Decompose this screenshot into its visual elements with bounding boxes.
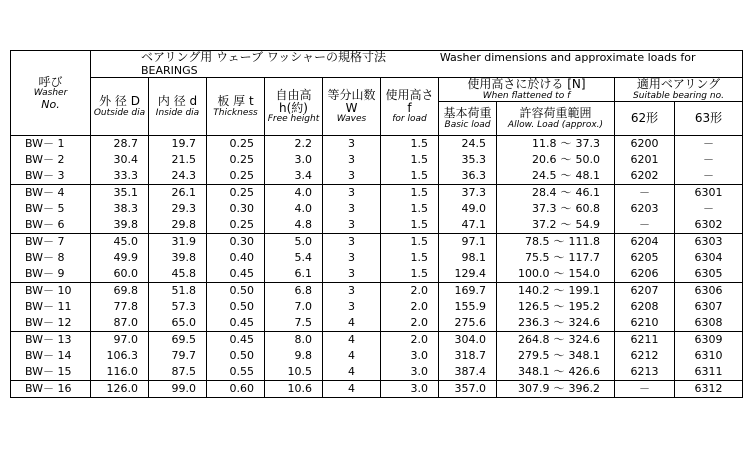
basic-load-cell: 129.4 <box>439 266 497 283</box>
range-tilde: ～ <box>553 284 565 298</box>
thickness-cell: 0.25 <box>207 136 265 153</box>
basic-load-cell: 169.7 <box>439 283 497 300</box>
designation-en: Washer <box>33 87 68 98</box>
free-height-cell: 3.0 <box>265 152 323 168</box>
free-height-cell: 8.0 <box>265 332 323 349</box>
waves-cell: 4 <box>323 315 381 332</box>
bearing-62-cell: 6207 <box>615 283 675 300</box>
basic-load-cell: 49.0 <box>439 201 497 217</box>
table-row <box>11 381 743 398</box>
range-tilde: ～ <box>560 186 572 200</box>
bearing-63-cell: 6309 <box>675 332 743 349</box>
basic-load-cell: 35.3 <box>439 152 497 168</box>
table-title <box>91 51 743 78</box>
range-tilde: ～ <box>553 267 565 281</box>
outside-dia-cell: 39.8 <box>91 217 149 234</box>
bearing-62-cell: － <box>615 381 675 398</box>
allow-load-cell <box>497 234 615 251</box>
allow-load-min: 307.9 <box>518 382 550 396</box>
basic-load-cell: 155.9 <box>439 299 497 315</box>
free-height-cell: 2.2 <box>265 136 323 153</box>
thickness-en: Thickness <box>213 107 258 118</box>
bearing-62-cell: 6205 <box>615 250 675 266</box>
washer-no-cell: BW－ 16 <box>11 381 91 398</box>
range-tilde: ～ <box>553 235 565 249</box>
outside-dia-cell: 97.0 <box>91 332 149 349</box>
free-height-en: Free height <box>267 114 320 125</box>
waves-cell: 4 <box>323 364 381 381</box>
bearing-63-cell: － <box>675 152 743 168</box>
waves-jp: 等分山数 <box>327 87 376 102</box>
waves-cell: 4 <box>323 348 381 364</box>
use-height-jp: 使用高さ <box>385 87 434 102</box>
range-tilde: ～ <box>553 382 565 396</box>
allow-load-cell <box>497 250 615 266</box>
allow-load-cell <box>497 217 615 234</box>
allow-load-min: 100.0 <box>518 267 550 281</box>
thickness-cell: 0.25 <box>207 217 265 234</box>
free-height-header <box>265 78 323 136</box>
allow-load-min: 37.3 <box>532 202 557 216</box>
basic-load-cell: 24.5 <box>439 136 497 153</box>
inside-dia-cell: 99.0 <box>149 381 207 398</box>
waves-cell: 4 <box>323 381 381 398</box>
basic-load-cell: 304.0 <box>439 332 497 349</box>
bearing-62-cell: 6202 <box>615 168 675 185</box>
inside-dia-cell: 31.9 <box>149 234 207 251</box>
waves-jp2: W <box>345 100 358 115</box>
outside-dia-cell: 35.1 <box>91 185 149 202</box>
range-tilde: ～ <box>553 316 565 330</box>
bearing-62-cell: 6210 <box>615 315 675 332</box>
inside-dia-cell: 87.5 <box>149 364 207 381</box>
allow-load-min: 126.5 <box>518 300 550 314</box>
allow-load-header <box>497 102 615 136</box>
bearing-63-cell: 6302 <box>675 217 743 234</box>
allow-load-min: 37.2 <box>532 218 557 232</box>
table-row <box>11 283 743 300</box>
thickness-jp: 板 厚 t <box>217 94 254 109</box>
outside-dia-cell: 33.3 <box>91 168 149 185</box>
outside-dia-cell: 77.8 <box>91 299 149 315</box>
allow-load-min: 24.5 <box>532 169 557 183</box>
load-group-header <box>439 78 615 102</box>
use-height-cell: 2.0 <box>381 299 439 315</box>
title-en: Washer dimensions and approximate loads for BEARINGS <box>141 51 696 78</box>
outside-dia-cell: 60.0 <box>91 266 149 283</box>
table-row <box>11 250 743 266</box>
outside-en: Outside dia <box>93 107 146 118</box>
bearing-63-cell: 6311 <box>675 364 743 381</box>
washer-no-cell: BW－ 14 <box>11 348 91 364</box>
washer-no-cell: BW－ 6 <box>11 217 91 234</box>
allow-load-jp: 許容荷重範囲 <box>519 106 592 121</box>
free-height-cell: 5.4 <box>265 250 323 266</box>
range-tilde: ～ <box>553 365 565 379</box>
table-row <box>11 315 743 332</box>
waves-cell: 3 <box>323 283 381 300</box>
range-tilde: ～ <box>560 202 572 216</box>
bearing-62-cell: 6204 <box>615 234 675 251</box>
table-row <box>11 152 743 168</box>
waves-cell: 3 <box>323 266 381 283</box>
waves-cell: 4 <box>323 332 381 349</box>
washer-spec-table <box>10 50 743 398</box>
thickness-cell: 0.50 <box>207 299 265 315</box>
basic-load-cell: 37.3 <box>439 185 497 202</box>
use-height-cell: 1.5 <box>381 201 439 217</box>
outside-dia-cell: 28.7 <box>91 136 149 153</box>
free-height-cell: 9.8 <box>265 348 323 364</box>
outside-dia-cell: 49.9 <box>91 250 149 266</box>
bearing-63-cell: 6306 <box>675 283 743 300</box>
table-row <box>11 234 743 251</box>
allow-load-max: 348.1 <box>568 349 600 363</box>
free-height-cell: 7.5 <box>265 315 323 332</box>
allow-load-min: 28.4 <box>532 186 557 200</box>
allow-load-min: 20.6 <box>532 153 557 167</box>
table-row <box>11 332 743 349</box>
use-height-cell: 1.5 <box>381 168 439 185</box>
free-height-cell: 4.0 <box>265 201 323 217</box>
waves-cell: 3 <box>323 185 381 202</box>
allow-load-cell <box>497 168 615 185</box>
washer-no-cell: BW－ 10 <box>11 283 91 300</box>
thickness-cell: 0.30 <box>207 234 265 251</box>
thickness-cell: 0.55 <box>207 364 265 381</box>
allow-load-min: 75.5 <box>525 251 550 265</box>
outside-dia-cell: 116.0 <box>91 364 149 381</box>
bearing-62-cell: － <box>615 185 675 202</box>
range-tilde: ～ <box>560 137 572 151</box>
allow-load-max: 324.6 <box>568 316 600 330</box>
allow-load-cell <box>497 136 615 153</box>
allow-load-min: 78.5 <box>525 235 550 249</box>
inside-dia-cell: 65.0 <box>149 315 207 332</box>
range-tilde: ～ <box>553 333 565 347</box>
inside-jp: 内 径 d <box>157 94 198 109</box>
free-height-cell: 6.8 <box>265 283 323 300</box>
allow-load-cell <box>497 201 615 217</box>
outside-dia-cell: 106.3 <box>91 348 149 364</box>
outside-dia-cell: 69.8 <box>91 283 149 300</box>
free-height-cell: 6.1 <box>265 266 323 283</box>
bearing-63-cell: － <box>675 201 743 217</box>
basic-load-cell: 98.1 <box>439 250 497 266</box>
washer-no-cell: BW－ 5 <box>11 201 91 217</box>
basic-load-cell: 97.1 <box>439 234 497 251</box>
bearing-62-cell: 6206 <box>615 266 675 283</box>
load-group-en: When flattened to f <box>482 90 571 101</box>
table-body <box>11 136 743 398</box>
bearing-63-cell: 6301 <box>675 185 743 202</box>
waves-cell: 3 <box>323 152 381 168</box>
table-row <box>11 168 743 185</box>
inside-header <box>149 78 207 136</box>
basic-load-en: Basic load <box>444 119 491 130</box>
inside-en: Inside dia <box>155 107 200 118</box>
outside-header <box>91 78 149 136</box>
use-height-cell: 2.0 <box>381 315 439 332</box>
use-height-cell: 3.0 <box>381 348 439 364</box>
free-height-cell: 3.4 <box>265 168 323 185</box>
table-row <box>11 364 743 381</box>
inside-dia-cell: 29.8 <box>149 217 207 234</box>
outside-dia-cell: 30.4 <box>91 152 149 168</box>
table-row <box>11 299 743 315</box>
allow-load-cell <box>497 364 615 381</box>
use-height-en: for load <box>392 114 427 125</box>
bearing-62-cell: － <box>615 217 675 234</box>
use-height-cell: 2.0 <box>381 283 439 300</box>
thickness-cell: 0.45 <box>207 266 265 283</box>
waves-en: Waves <box>336 114 367 125</box>
allow-load-max: 199.1 <box>568 284 600 298</box>
allow-load-max: 60.8 <box>575 202 600 216</box>
allow-load-max: 426.6 <box>568 365 600 379</box>
inside-dia-cell: 51.8 <box>149 283 207 300</box>
range-tilde: ～ <box>560 218 572 232</box>
washer-no-cell: BW－ 4 <box>11 185 91 202</box>
designation-no: No. <box>41 97 60 111</box>
table-row <box>11 266 743 283</box>
allow-load-max: 54.9 <box>575 218 600 232</box>
use-height-cell: 1.5 <box>381 250 439 266</box>
bearing-63-cell: 6305 <box>675 266 743 283</box>
bearing-62-cell: 6203 <box>615 201 675 217</box>
allow-load-max: 50.0 <box>575 153 600 167</box>
thickness-cell: 0.45 <box>207 315 265 332</box>
allow-load-cell <box>497 283 615 300</box>
inside-dia-cell: 26.1 <box>149 185 207 202</box>
bearing-62-cell: 6212 <box>615 348 675 364</box>
bearing-63-cell: 6308 <box>675 315 743 332</box>
inside-dia-cell: 21.5 <box>149 152 207 168</box>
bearing-63-cell: 6304 <box>675 250 743 266</box>
inside-dia-cell: 39.8 <box>149 250 207 266</box>
outside-dia-cell: 87.0 <box>91 315 149 332</box>
waves-cell: 3 <box>323 217 381 234</box>
basic-load-cell: 318.7 <box>439 348 497 364</box>
outside-jp: 外 径 D <box>99 94 140 109</box>
allow-load-max: 324.6 <box>568 333 600 347</box>
free-height-cell: 10.6 <box>265 381 323 398</box>
allow-load-cell <box>497 185 615 202</box>
allow-load-max: 37.3 <box>575 137 600 151</box>
use-height-cell: 1.5 <box>381 185 439 202</box>
washer-no-cell: BW－ 1 <box>11 136 91 153</box>
bearing-63-cell: 6303 <box>675 234 743 251</box>
washer-no-cell: BW－ 9 <box>11 266 91 283</box>
free-height-cell: 4.0 <box>265 185 323 202</box>
free-height-cell: 10.5 <box>265 364 323 381</box>
inside-dia-cell: 79.7 <box>149 348 207 364</box>
range-tilde: ～ <box>560 153 572 167</box>
thickness-cell: 0.60 <box>207 381 265 398</box>
bearing-group-en: Suitable bearing no. <box>633 90 724 101</box>
range-tilde: ～ <box>560 169 572 183</box>
washer-no-cell: BW－ 8 <box>11 250 91 266</box>
basic-load-header <box>439 102 497 136</box>
bearing-63-cell: 6310 <box>675 348 743 364</box>
free-height-cell: 5.0 <box>265 234 323 251</box>
thickness-cell: 0.45 <box>207 332 265 349</box>
bearing-62-cell: 6213 <box>615 364 675 381</box>
allow-load-max: 111.8 <box>568 235 600 249</box>
basic-load-cell: 357.0 <box>439 381 497 398</box>
allow-load-max: 117.7 <box>568 251 600 265</box>
allow-load-min: 236.3 <box>518 316 550 330</box>
bearing-62-cell: 6200 <box>615 136 675 153</box>
allow-load-cell <box>497 266 615 283</box>
thickness-cell: 0.50 <box>207 283 265 300</box>
use-height-cell: 1.5 <box>381 152 439 168</box>
bearing-62-cell: 6208 <box>615 299 675 315</box>
designation-jp: 呼び <box>38 74 63 89</box>
range-tilde: ～ <box>553 349 565 363</box>
use-height-cell: 2.0 <box>381 332 439 349</box>
waves-cell: 3 <box>323 136 381 153</box>
outside-dia-cell: 45.0 <box>91 234 149 251</box>
use-height-header <box>381 78 439 136</box>
waves-cell: 3 <box>323 201 381 217</box>
allow-load-min: 279.5 <box>518 349 550 363</box>
thickness-cell: 0.25 <box>207 168 265 185</box>
basic-load-cell: 387.4 <box>439 364 497 381</box>
basic-load-cell: 275.6 <box>439 315 497 332</box>
allow-load-cell <box>497 381 615 398</box>
thickness-cell: 0.40 <box>207 250 265 266</box>
bearing-63-cell: － <box>675 168 743 185</box>
designation-header <box>11 51 91 136</box>
thickness-cell: 0.25 <box>207 185 265 202</box>
use-height-cell: 1.5 <box>381 217 439 234</box>
bearing-63-cell: 6307 <box>675 299 743 315</box>
use-height-jp2: f <box>407 100 412 115</box>
table-row <box>11 217 743 234</box>
allow-load-min: 140.2 <box>518 284 550 298</box>
allow-load-max: 46.1 <box>575 186 600 200</box>
free-height-cell: 7.0 <box>265 299 323 315</box>
use-height-cell: 1.5 <box>381 234 439 251</box>
table-row <box>11 348 743 364</box>
inside-dia-cell: 57.3 <box>149 299 207 315</box>
allow-load-max: 154.0 <box>568 267 600 281</box>
free-height-jp2: h(約) <box>279 100 308 115</box>
bearing-group-jp: 適用ベアリング <box>636 77 721 92</box>
inside-dia-cell: 24.3 <box>149 168 207 185</box>
allow-load-max: 195.2 <box>568 300 600 314</box>
range-tilde: ～ <box>553 251 565 265</box>
thickness-cell: 0.30 <box>207 201 265 217</box>
free-height-jp: 自由高 <box>275 87 312 102</box>
bearing-63-cell: － <box>675 136 743 153</box>
allow-load-min: 11.8 <box>532 137 557 151</box>
use-height-cell: 3.0 <box>381 364 439 381</box>
allow-load-cell <box>497 299 615 315</box>
washer-no-cell: BW－ 3 <box>11 168 91 185</box>
free-height-cell: 4.8 <box>265 217 323 234</box>
table-row <box>11 201 743 217</box>
waves-cell: 3 <box>323 234 381 251</box>
title-jp: ベアリング用 ウェーブ ワッシャーの規格寸法 <box>141 50 386 64</box>
thickness-cell: 0.50 <box>207 348 265 364</box>
inside-dia-cell: 29.3 <box>149 201 207 217</box>
washer-no-cell: BW－ 2 <box>11 152 91 168</box>
basic-load-cell: 36.3 <box>439 168 497 185</box>
use-height-cell: 1.5 <box>381 136 439 153</box>
table-row <box>11 136 743 153</box>
washer-no-cell: BW－ 15 <box>11 364 91 381</box>
waves-cell: 3 <box>323 299 381 315</box>
inside-dia-cell: 45.8 <box>149 266 207 283</box>
washer-no-cell: BW－ 11 <box>11 299 91 315</box>
bearing-62-cell: 6201 <box>615 152 675 168</box>
load-group-jp: 使用高さに於ける [N] <box>467 77 586 92</box>
washer-no-cell: BW－ 13 <box>11 332 91 349</box>
bearing-group-header <box>615 78 743 102</box>
outside-dia-cell: 126.0 <box>91 381 149 398</box>
basic-load-cell: 47.1 <box>439 217 497 234</box>
inside-dia-cell: 19.7 <box>149 136 207 153</box>
use-height-cell: 3.0 <box>381 381 439 398</box>
thickness-cell: 0.25 <box>207 152 265 168</box>
basic-load-jp: 基本荷重 <box>443 106 492 121</box>
allow-load-cell <box>497 152 615 168</box>
allow-load-cell <box>497 315 615 332</box>
range-tilde: ～ <box>553 300 565 314</box>
allow-load-min: 348.1 <box>518 365 550 379</box>
allow-load-cell <box>497 348 615 364</box>
washer-no-cell: BW－ 7 <box>11 234 91 251</box>
bearing-63-cell: 6312 <box>675 381 743 398</box>
allow-load-min: 264.8 <box>518 333 550 347</box>
series62-header: 62形 <box>615 102 675 136</box>
waves-header <box>323 78 381 136</box>
bearing-62-cell: 6211 <box>615 332 675 349</box>
use-height-cell: 1.5 <box>381 266 439 283</box>
waves-cell: 3 <box>323 250 381 266</box>
outside-dia-cell: 38.3 <box>91 201 149 217</box>
allow-load-max: 48.1 <box>575 169 600 183</box>
allow-load-en: Allow. Load (approx.) <box>507 119 604 130</box>
inside-dia-cell: 69.5 <box>149 332 207 349</box>
series63-header: 63形 <box>675 102 743 136</box>
allow-load-max: 396.2 <box>568 382 600 396</box>
thickness-header <box>207 78 265 136</box>
allow-load-cell <box>497 332 615 349</box>
waves-cell: 3 <box>323 168 381 185</box>
table-row <box>11 185 743 202</box>
washer-no-cell: BW－ 12 <box>11 315 91 332</box>
